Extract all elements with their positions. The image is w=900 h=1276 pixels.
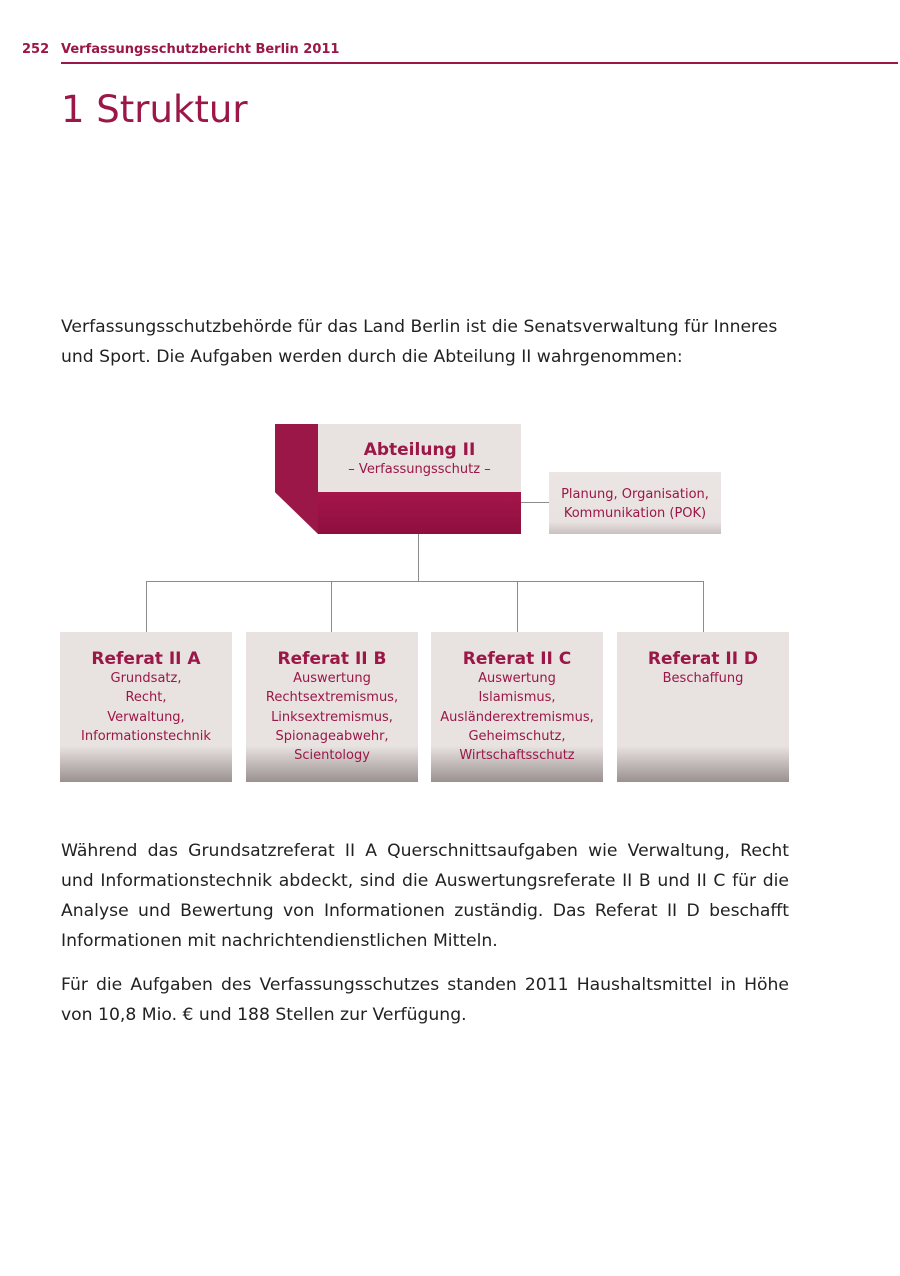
header-rule	[61, 62, 898, 64]
department-subtitle: – Verfassungsschutz –	[348, 462, 491, 477]
unit-box-c	[431, 632, 603, 782]
unit-task: Verwaltung,	[107, 709, 185, 725]
connector-unit-a	[146, 581, 147, 632]
unit-title: Referat II D	[647, 649, 759, 669]
running-title: Verfassungsschutzbericht Berlin 2011	[61, 42, 340, 57]
duties-paragraph: Während das Grundsatzreferat II A Querschnittsaufgaben wie Verwaltung, Recht und Informationstechnik abdeckt, sind die Auswertungsreferate II B und II C für die Analyse und Bewertung von Informationen zuständig. Das Referat II D beschafft Informationen mit nachrichtendienstlichen Mitteln.	[61, 841, 789, 951]
staff-unit-line: Planung, Organisation,	[561, 487, 709, 502]
page-header	[0, 40, 900, 66]
unit-task: Islamismus,	[478, 690, 556, 706]
department-box	[318, 424, 521, 492]
staff-unit-box	[549, 472, 721, 534]
unit-task: Informationstechnik	[81, 728, 211, 744]
connector-horizontal	[146, 581, 704, 582]
budget-paragraph: Für die Aufgaben des Verfassungsschutzes standen 2011 Haushaltsmittel in Höhe von 10,8 Mio. € und 188 Stellen zur Verfügung.	[61, 975, 789, 1025]
unit-task: Recht,	[125, 690, 167, 706]
connector-unit-b	[331, 581, 332, 632]
intro-paragraph: Verfassungsschutzbehörde für das Land Berlin ist die Senatsverwaltung für Inneres und Sport. Die Aufgaben werden durch die Abteilung II wahrgenommen:	[61, 317, 778, 367]
unit-box-d	[617, 632, 789, 782]
unit-task: Linksextremismus,	[271, 709, 393, 725]
connector-unit-d	[703, 581, 704, 632]
unit-task: Auswertung	[478, 671, 556, 686]
department-title: Abteilung II	[363, 440, 476, 460]
unit-task: Geheimschutz,	[468, 728, 566, 744]
unit-task: Wirtschaftsschutz	[459, 748, 575, 764]
unit-title: Referat II C	[462, 649, 572, 669]
chapter-title: 1 Struktur	[61, 88, 248, 131]
connector-trunk	[418, 534, 419, 582]
department-bar	[318, 492, 521, 534]
department-accent	[275, 424, 318, 534]
unit-task: Auswertung	[293, 671, 371, 686]
unit-title: Referat II B	[277, 649, 387, 669]
connector-unit-c	[517, 581, 518, 632]
unit-task: Scientology	[294, 748, 370, 764]
connector-staff	[521, 502, 549, 503]
unit-box-b	[246, 632, 418, 782]
unit-task: Ausländerextremismus,	[440, 709, 594, 725]
unit-title: Referat II A	[91, 649, 201, 669]
staff-unit-line: Kommunikation (POK)	[563, 506, 707, 521]
unit-task: Beschaffung	[662, 671, 744, 686]
unit-box-a	[60, 632, 232, 782]
unit-task: Rechtsextremismus,	[265, 690, 399, 706]
unit-task: Grundsatz,	[110, 671, 182, 686]
unit-task: Spionageabwehr,	[275, 728, 389, 744]
page-number: 252	[22, 42, 50, 57]
